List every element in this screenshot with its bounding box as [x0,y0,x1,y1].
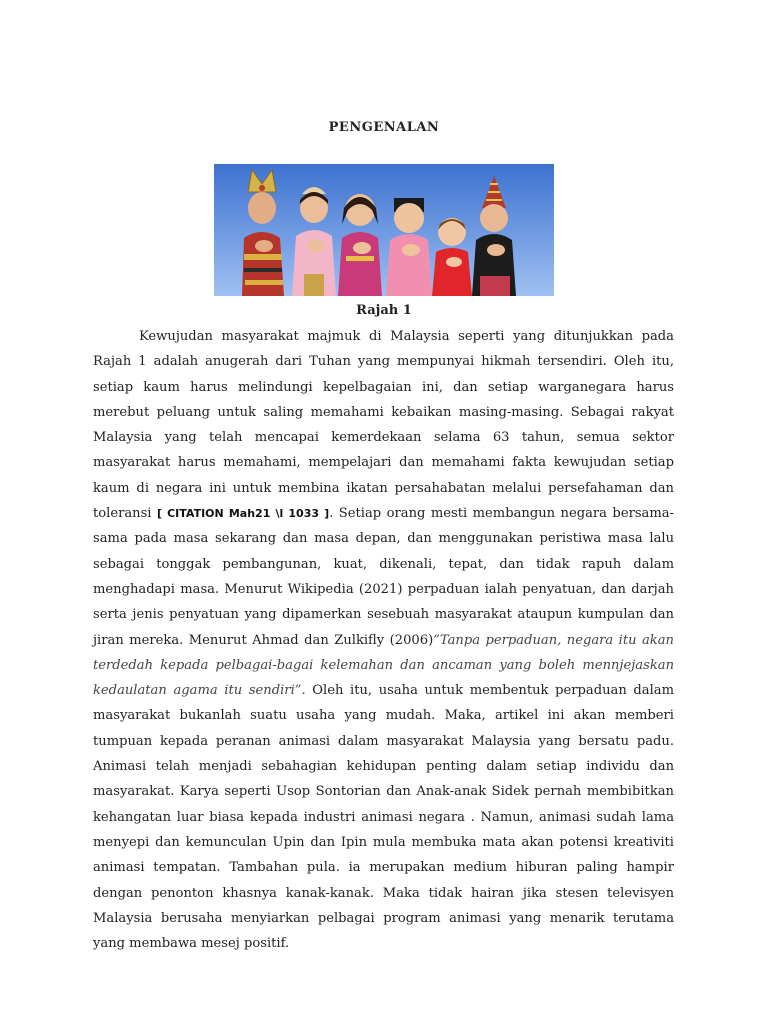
body-text-2: . Setiap orang mesti membangun negara bersama-sama pada masa sekarang dan masa depan, dan menggunakan peristiwa masa lalu sebagai tonggak pembangunan, kuat, dikenali, tepat, dan tidak rapuh dalam menghadapi masa. Menurut Wikipedia (2021) perpaduan ialah penyatuan, dan darjah serta jenis penyatuan yang dipamerkan sesebuah masyarakat ataupun kumpulan dan jiran mereka. Menurut Ahmad dan Zulkifly (2006) [93,506,674,648]
body-paragraph [93,324,674,956]
figure-caption: Rajah 1 [356,303,412,318]
section-heading: PENGENALAN [328,120,440,135]
quote-text: ”Tanpa perpaduan, negara itu akan terdedah kepada pelbagai-bagai kelemahan dan ancaman yang boleh mennjejaskan kedaulatan agama itu sendiri”. [93,632,674,699]
body-text-3: Oleh itu, usaha untuk membentuk perpaduan dalam masyarakat bukanlah suatu usaha yang mudah. Maka, artikel ini akan memberi tumpuan kepada peranan animasi dalam masyarakat Malaysia yang bersatu padu. Animasi telah menjadi sebahagian kehidupan penting dalam setiap individu dan masyarakat. Karya seperti Usop Sontorian dan Anak-anak Sidek pernah membibitkan kehangatan luar biasa kepada industri animasi negara . Namun, animasi sudah lama menyepi dan kemunculan Upin dan Ipin mula membuka mata akan potensi kreativiti animasi tempatan. Tambahan pula. ia merupakan medium hiburan paling hampir dengan penonton khasnya kanak-kanak. Maka tidak hairan jika stesen televisyen Malaysia berusaha menyiarkan pelbagai program animasi yang menarik terutama yang membawa mesej positif. [93,683,674,952]
citation-field: [ CITATION Mah21 \l 1033 ] [156,507,330,521]
figure-photo-children [214,164,554,296]
body-text-1: Kewujudan masyarakat majmuk di Malaysia seperti yang ditunjukkan pada Rajah 1 adalah anugerah dari Tuhan yang mempunyai hikmah tersendiri. Oleh itu, setiap kaum harus melindungi kepelbagaian ini, dan setiap warganegara harus merebut peluang untuk saling memahami kebaikan masing-masing. Sebagai rakyat Malaysia yang telah mencapai kemerdekaan selama 63 tahun, semua sektor masyarakat harus memahami, mempelajari dan memahami fakta kewujudan setiap kaum di negara ini untuk membina ikatan persahabatan melalui persefahaman dan toleransi [93,329,674,522]
children-illustration [214,164,554,296]
child-3 [338,194,382,296]
